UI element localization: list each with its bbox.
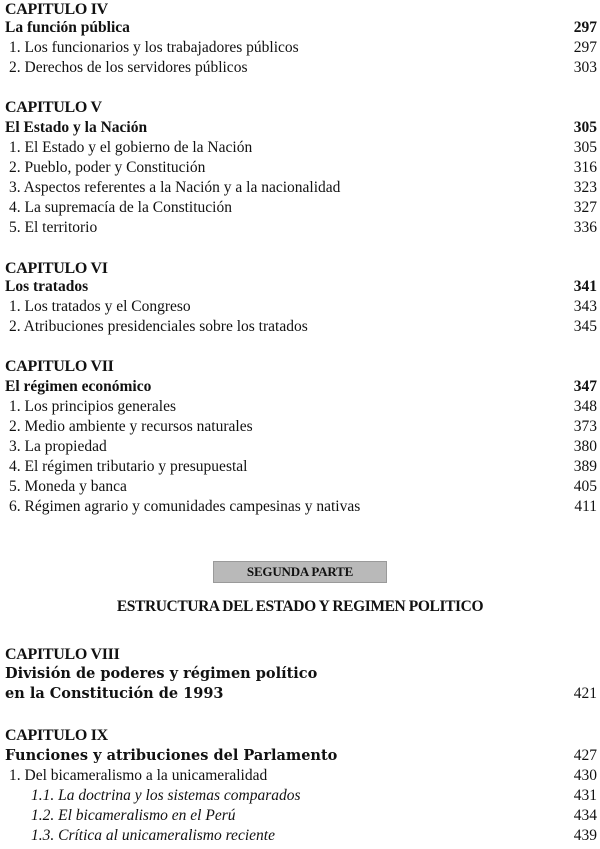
toc-entry[interactable]: [5, 58, 597, 78]
page-number: 316: [573, 159, 597, 176]
entry-text: 3. La propiedad: [9, 438, 107, 455]
chapter-title-row[interactable]: [5, 118, 597, 138]
toc-subentry[interactable]: [5, 826, 597, 846]
entry-text: 2. Medio ambiente y recursos naturales: [9, 418, 253, 435]
page-number: 305: [573, 139, 597, 156]
page-number: 389: [573, 458, 597, 475]
toc-entry[interactable]: [5, 397, 597, 417]
entry-text: 4. La supremacía de la Constitución: [9, 199, 232, 216]
entry-text: 3. Aspectos referentes a la Nación y a la nacionalidad: [9, 179, 341, 196]
page-number: 323: [573, 179, 597, 196]
entry-text: 1. El Estado y el gobierno de la Nación: [9, 139, 253, 156]
entry-text: 5. El territorio: [9, 219, 98, 236]
page-number: 427: [573, 747, 597, 764]
page-number: 431: [573, 787, 597, 804]
page-number: 434: [573, 807, 597, 824]
subentry-text: 1.2. El bicameralismo en el Perú: [31, 807, 236, 824]
toc-entry[interactable]: [5, 417, 597, 437]
chapter-heading: CAPITULO IX: [5, 727, 108, 744]
page-number: 297: [573, 19, 597, 36]
toc-entry[interactable]: [5, 766, 597, 786]
toc-entry[interactable]: [5, 218, 597, 238]
entry-text: 1. Del bicameralismo a la unicameralidad: [9, 767, 268, 784]
chapter-title-row[interactable]: [5, 18, 597, 38]
chapter-title-row[interactable]: [5, 277, 597, 297]
page-number: 347: [573, 378, 597, 395]
subentry-text: 1.1. La doctrina y los sistemas comparados: [31, 787, 301, 804]
page-number: 430: [573, 767, 597, 784]
toc-entry[interactable]: [5, 457, 597, 477]
chapter-heading: CAPITULO V: [5, 99, 102, 116]
chapter-title: Los tratados: [5, 278, 89, 295]
chapter-title: El régimen económico: [5, 378, 152, 395]
toc-entry[interactable]: [5, 38, 597, 58]
page-number: 345: [573, 318, 597, 335]
entry-text: 1. Los funcionarios y los trabajadores públicos: [9, 39, 299, 56]
page-number: 297: [573, 39, 597, 56]
page-number: 405: [573, 478, 597, 495]
entry-text: 2. Pueblo, poder y Constitución: [9, 159, 206, 176]
page-number: 380: [573, 438, 597, 455]
toc-entry[interactable]: [5, 138, 597, 158]
chapter-title: en la Constitución de 1993: [5, 685, 224, 702]
toc-entry[interactable]: [5, 178, 597, 198]
page-number: 348: [573, 398, 597, 415]
toc-entry[interactable]: [5, 158, 597, 178]
toc-entry[interactable]: [5, 317, 597, 337]
toc-entry[interactable]: [5, 437, 597, 457]
entry-text: 4. El régimen tributario y presupuestal: [9, 458, 248, 475]
page-number: 336: [573, 219, 597, 236]
toc-subentry[interactable]: [5, 786, 597, 806]
page-number: 327: [573, 199, 597, 216]
toc-entry[interactable]: [5, 198, 597, 218]
page-number: 341: [573, 278, 597, 295]
entry-text: 1. Los tratados y el Congreso: [9, 298, 191, 315]
subentry-text: 1.3. Crítica al unicameralismo reciente: [31, 827, 275, 844]
entry-text: 6. Régimen agrario y comunidades campesinas y nativas: [9, 498, 361, 515]
entry-text: 5. Moneda y banca: [9, 478, 127, 495]
page-number: 411: [574, 498, 597, 515]
chapter-heading: CAPITULO VI: [5, 260, 108, 277]
toc-entry[interactable]: [5, 297, 597, 317]
chapter-heading: CAPITULO IV: [5, 1, 108, 18]
page-number: 421: [573, 685, 597, 702]
entry-text: 2. Derechos de los servidores públicos: [9, 59, 248, 76]
chapter-title-row[interactable]: [5, 684, 597, 704]
part-title: ESTRUCTURA DEL ESTADO Y REGIMEN POLITICO: [116, 598, 484, 615]
page-number: 439: [573, 827, 597, 844]
page-number: 303: [573, 59, 597, 76]
toc-entry[interactable]: [5, 477, 597, 497]
page-number: 373: [573, 418, 597, 435]
page-number: 343: [573, 298, 597, 315]
chapter-title: El Estado y la Nación: [5, 119, 148, 136]
toc-entry[interactable]: [5, 497, 597, 517]
page-number: 305: [573, 119, 597, 136]
chapter-title: Funciones y atribuciones del Parlamento: [5, 747, 338, 764]
chapter-title-row[interactable]: [5, 746, 597, 766]
chapter-title-row[interactable]: [5, 377, 597, 397]
entry-text: 2. Atribuciones presidenciales sobre los tratados: [9, 318, 308, 335]
chapter-title: La función pública: [5, 19, 130, 36]
chapter-heading: CAPITULO VIII: [5, 646, 120, 663]
entry-text: 1. Los principios generales: [9, 398, 177, 415]
toc-subentry[interactable]: [5, 806, 597, 826]
chapter-heading: CAPITULO VII: [5, 358, 114, 375]
chapter-title-line[interactable]: División de poderes y régimen político: [5, 665, 318, 682]
part-label-badge: SEGUNDA PARTE: [213, 561, 387, 583]
